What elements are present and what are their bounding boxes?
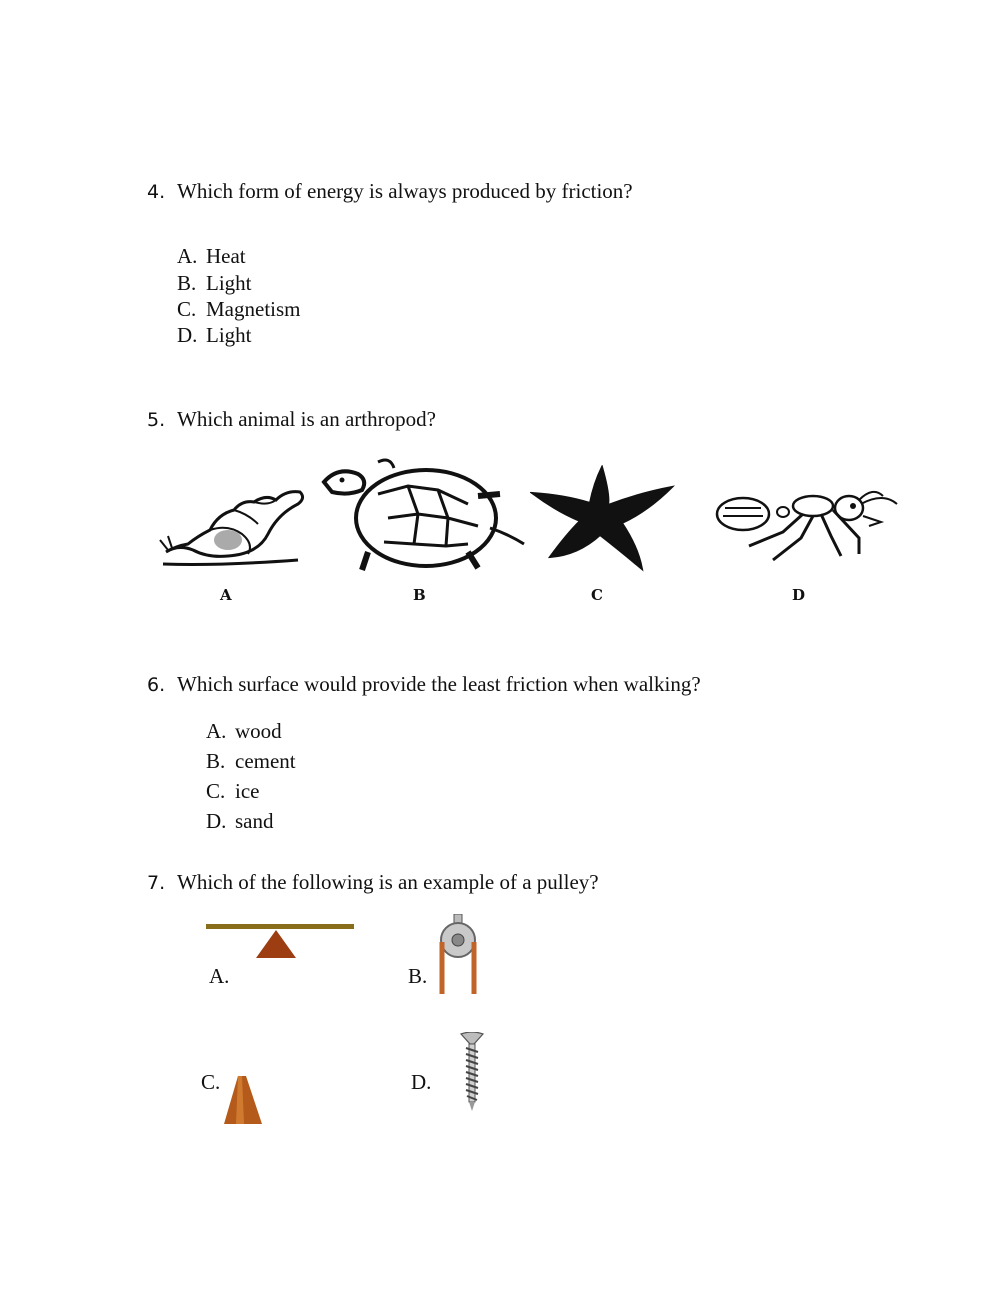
ant-image[interactable] [713,486,901,564]
question-number: 7. [147,872,166,894]
snail-image[interactable] [158,484,306,574]
option-d[interactable]: D. Light [177,323,252,347]
question-text: Which animal is an arthropod? [177,407,436,431]
animal-label-c: C [591,586,603,604]
animal-label-a: A [220,586,232,604]
lever-image[interactable] [206,922,356,960]
turtle-image[interactable] [318,456,526,574]
question-text: Which surface would provide the least friction when walking? [177,672,701,696]
animal-label-b: B [413,586,426,604]
machine-label-a: A. [209,964,230,988]
option-c[interactable]: C. Magnetism [177,297,301,321]
option-a[interactable]: A. Heat [177,244,246,268]
wedge-image[interactable] [224,1076,264,1124]
starfish-image[interactable] [530,465,675,573]
question-number: 4. [147,181,166,203]
animal-label-d: D [792,586,806,604]
option-a[interactable]: A. wood [206,719,282,743]
option-b[interactable]: B. Light [177,271,252,295]
option-c[interactable]: C. ice [206,779,260,803]
machine-label-b: B. [408,964,428,988]
option-d[interactable]: D. sand [206,809,274,833]
machine-label-d: D. [411,1070,432,1094]
pulley-image[interactable] [436,914,480,998]
option-b[interactable]: B. cement [206,749,296,773]
question-text: Which form of energy is always produced by friction? [177,179,633,203]
question-text: Which of the following is an example of a pulley? [177,870,599,894]
machine-label-c: C. [201,1070,221,1094]
question-number: 6. [147,674,166,696]
screw-image[interactable] [460,1032,484,1112]
question-number: 5. [147,409,166,431]
